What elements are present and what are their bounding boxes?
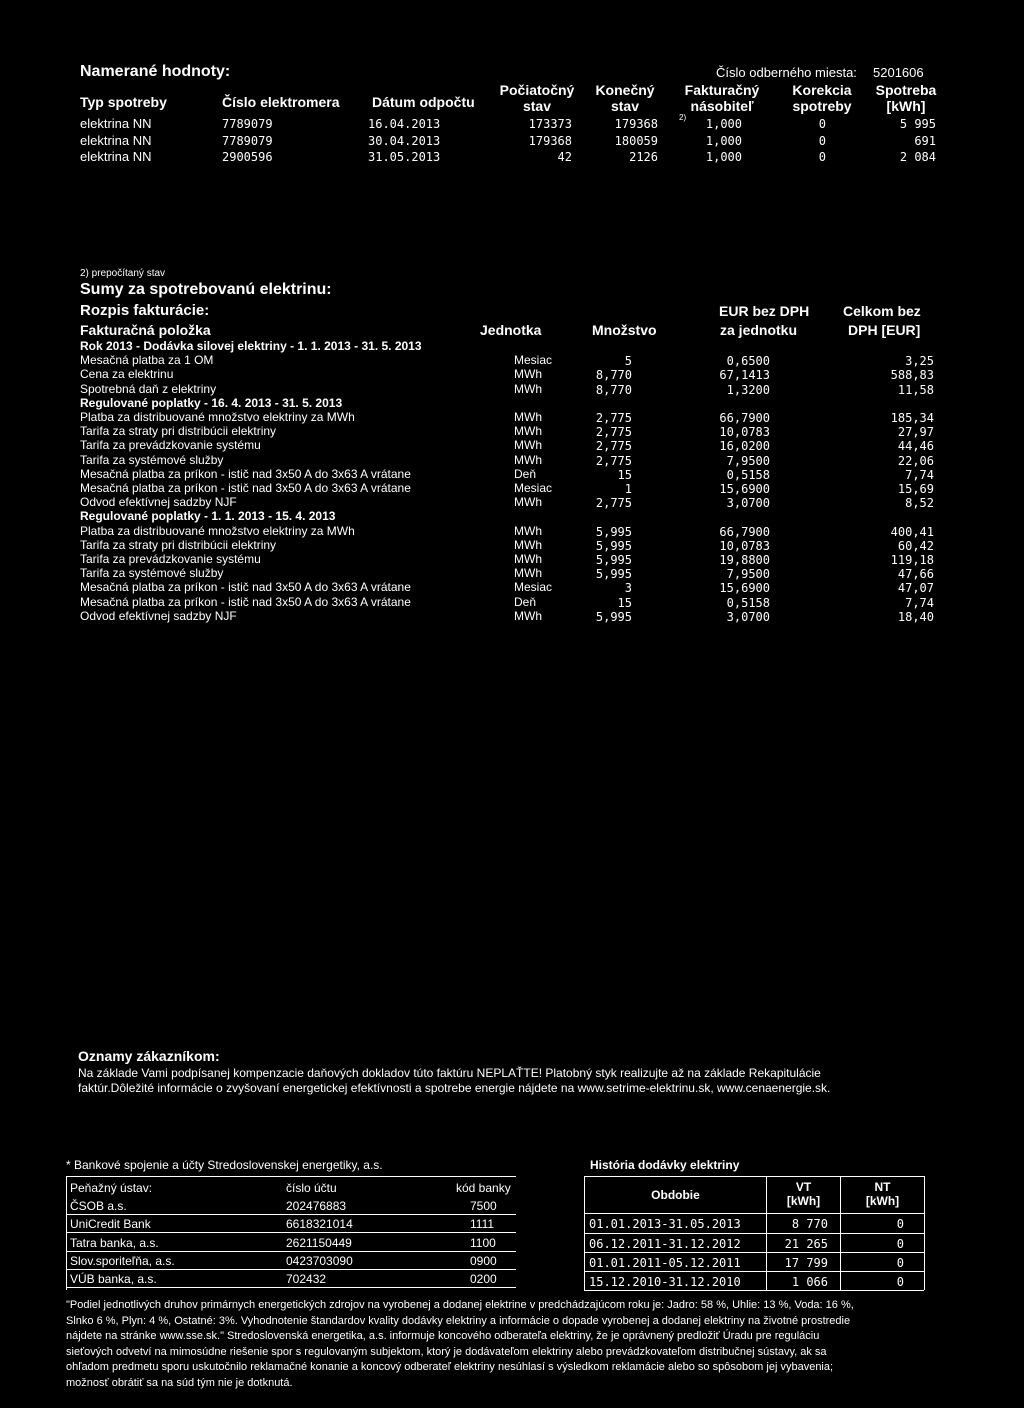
bank-name: UniCredit Bank (70, 1217, 151, 1232)
history-header-nt: NT [kWh] (865, 1180, 900, 1208)
sums-item-total: 15,69 (897, 482, 934, 496)
sums-item-label: Tarifa za prevádzkovanie systému (80, 438, 261, 453)
sums-item-total: 27,97 (897, 425, 934, 440)
bank-name: VÚB banka, a.s. (70, 1272, 157, 1287)
sums-item-label: Odvod efektívnej sadzby NJF (80, 608, 237, 623)
sums-item-label: Mesačná platba za príkon - istič nad 3x50 A do 3x63 A vrátane (80, 466, 411, 481)
sums-item-label: Mesačná platba za príkon - istič nad 3x50 A do 3x63 A vrátane (80, 580, 411, 595)
sums-title: Sumy za spotrebovanú elektrinu: (80, 281, 332, 298)
sums-item-unit: MWh (514, 410, 542, 424)
history-vt: 21 265 (784, 1237, 828, 1251)
bank-account: 0423703090 (286, 1253, 353, 1268)
footnote-recalculated: 2) prepočítaný stav (80, 268, 166, 279)
measured-note: 2) (679, 113, 687, 122)
sums-item-quantity: 2,775 (595, 496, 632, 511)
sums-item-label: Tarifa za straty pri distribúcii elektriny (80, 424, 277, 439)
sums-item-quantity: 15 (617, 595, 632, 610)
sums-item-total: 60,42 (897, 538, 934, 553)
sums-item-total: 400,41 (890, 524, 934, 539)
legal-footer-line: ohľadom predmetu sporu uskutočnilo reklamačné konanie a koncový odberateľ elektriny nesúhlasí s výsledkom reklamácie alebo so spôsobom jej vybavenia; (66, 1361, 834, 1373)
sums-item-unit: MWh (514, 438, 542, 453)
history-header-period: Obdobie (651, 1188, 700, 1202)
sums-item-total: 22,06 (897, 453, 934, 468)
bank-header-account: číslo účtu (286, 1181, 337, 1195)
bank-code: 0900 (470, 1253, 497, 1268)
measured-type: elektrina NN (80, 133, 152, 148)
sums-item-label: Platba za distribuované množstvo elektriny za MWh (80, 523, 355, 538)
col-header-type: Typ spotreby (80, 94, 167, 110)
sums-item-quantity: 5,995 (595, 524, 632, 539)
measured-date: 30.04.2013 (368, 134, 441, 148)
sums-item-quantity: 2,775 (595, 425, 632, 440)
history-period: 15.12.2010-31.12.2010 (589, 1275, 741, 1289)
history-nt: 0 (896, 1275, 904, 1289)
sums-item-unit: Mesiac (514, 481, 553, 495)
sums-item-price: 3,0700 (726, 496, 770, 511)
sums-item-price: 15,6900 (719, 581, 770, 596)
sums-item-total: 18,40 (897, 609, 934, 624)
header-unit: Jednotka (480, 322, 542, 338)
sums-item-label: Mesačná platba za príkon - istič nad 3x50 A do 3x63 A vrátane (80, 481, 411, 495)
header-price-line2: za jednotku (720, 322, 798, 338)
sums-item-price: 0,6500 (726, 354, 770, 369)
sums-item-price: 66,7900 (719, 524, 770, 539)
measured-meter: 2900596 (222, 150, 273, 164)
bank-name: ČSOB a.s. (70, 1199, 127, 1213)
sums-item-quantity: 3 (624, 581, 632, 596)
sums-item-quantity: 8,770 (595, 382, 632, 397)
sums-item-unit: MWh (514, 608, 542, 623)
sums-item-label: Odvod efektívnej sadzby NJF (80, 495, 237, 510)
history-header-vt: VT [kWh] (786, 1180, 821, 1208)
sums-item-quantity: 15 (617, 467, 632, 482)
header-item: Fakturačná položka (80, 322, 211, 338)
col-header-factor: Fakturačný násobiteľ (684, 82, 760, 114)
sums-item-unit: MWh (514, 452, 542, 467)
sums-item-quantity: 8,770 (595, 368, 632, 383)
history-period: 01.01.2011-05.12.2011 (589, 1256, 741, 1270)
sums-item-price: 0,5158 (726, 595, 770, 610)
measured-start: 179368 (528, 134, 572, 148)
legal-footer-line: "Podiel jednotlivých druhov primárnych energetických zdrojov na vyrobenej a dodanej elektrine v predchádzajúcom roku je: Jadro: 58 %, Uhlie: 13 %, Voda: 16 %, (66, 1299, 854, 1311)
history-nt: 0 (896, 1237, 904, 1251)
sums-item-total: 47,07 (897, 581, 934, 596)
sums-item-unit: Deň (514, 466, 537, 481)
bank-code: 7500 (470, 1199, 497, 1213)
sums-item-quantity: 5 (624, 354, 632, 369)
header-total-line2: DPH [EUR] (848, 322, 921, 338)
sums-item-total: 8,52 (905, 496, 934, 511)
bank-code: 1100 (470, 1235, 496, 1250)
bank-account: 2621150449 (286, 1235, 352, 1250)
bank-header-code: kód banky (456, 1181, 511, 1195)
measured-meter: 7789079 (222, 117, 273, 131)
sums-item-label: Tarifa za systémové služby (80, 452, 224, 467)
sums-section-heading: Rok 2013 - Dodávka silovej elektriny - 1. 1. 2013 - 31. 5. 2013 (80, 339, 422, 353)
notice-line-1: Na základe Vami podpísanej kompenzacie daňových dokladov túto faktúru NEPLAŤTE! Platobný styk realizujte až na základe Rekapitulácie (78, 1066, 821, 1080)
sums-item-unit: MWh (514, 495, 542, 510)
sums-item-total: 7,74 (905, 595, 934, 610)
sums-item-unit: Deň (514, 594, 537, 609)
sums-item-total: 11,58 (897, 382, 934, 397)
sums-item-unit: MWh (514, 523, 542, 538)
sums-item-price: 0,5158 (726, 467, 770, 482)
sums-item-label: Tarifa za prevádzkovanie systému (80, 552, 261, 566)
sums-item-total: 185,34 (890, 411, 934, 425)
sums-item-quantity: 2,775 (595, 439, 632, 454)
header-price-line1: EUR bez DPH (719, 303, 810, 319)
measured-consumption: 691 (914, 134, 936, 148)
sums-item-label: Mesačná platba za 1 OM (80, 353, 214, 368)
measured-end: 2126 (629, 150, 658, 164)
sums-item-quantity: 5,995 (595, 553, 632, 567)
sums-item-price: 10,0783 (719, 425, 770, 440)
sums-item-quantity: 5,995 (595, 609, 632, 624)
legal-footer-line: možnosť obrátiť sa na súd tým nie je dotknutá. (66, 1376, 293, 1389)
site-label: Číslo odberného miesta: (716, 65, 857, 80)
sums-item-quantity: 5,995 (595, 567, 632, 582)
measured-end: 179368 (614, 117, 658, 131)
sums-section-heading: Regulované poplatky - 1. 1. 2013 - 15. 4. 2013 (80, 509, 336, 524)
sums-item-unit: MWh (514, 537, 542, 552)
measured-consumption: 5 995 (899, 117, 936, 131)
history-period: 06.12.2011-31.12.2012 (589, 1237, 741, 1251)
measured-title: Namerané hodnoty: (80, 63, 231, 80)
measured-correction: 0 (818, 150, 826, 164)
legal-footer-line: nájdete na stránke www.sse.sk." Stredoslovenská energetika, a.s. informuje koncového odberateľa elektriny, že je oprávnený predložiť Úradu pre reguláciu (66, 1330, 820, 1342)
sums-item-total: 3,25 (905, 354, 934, 369)
bank-code: 0200 (470, 1272, 497, 1287)
history-vt: 8 770 (791, 1217, 828, 1231)
history-vt: 1 066 (791, 1275, 828, 1289)
sums-item-quantity: 1 (624, 482, 632, 496)
notice-title: Oznamy zákazníkom: (78, 1048, 220, 1064)
sums-item-unit: MWh (514, 566, 542, 581)
sums-item-price: 67,1413 (719, 368, 770, 383)
legal-footer-line: Slnko 6 %, Plyn: 4 %, Ostatné: 3%. Vyhodnotenie štandardov kvality dodávky elektriny a informácie o dopade vyrobenej a dodanej elektriny na životné prostredie (66, 1314, 851, 1327)
bank-account: 6618321014 (286, 1217, 353, 1232)
sums-item-total: 44,46 (897, 439, 934, 454)
measured-factor: 1,000 (705, 134, 742, 148)
sums-item-quantity: 5,995 (595, 538, 632, 553)
bank-account: 202476883 (286, 1199, 347, 1213)
sums-item-label: Tarifa za straty pri distribúcii elektriny (80, 537, 277, 552)
measured-factor: 1,000 (705, 150, 742, 164)
sums-item-price: 15,6900 (719, 482, 770, 496)
measured-end: 180059 (614, 134, 658, 148)
site-value: 5201606 (873, 65, 924, 80)
history-title: História dodávky elektriny (590, 1158, 740, 1172)
sums-item-label: Platba za distribuované množstvo elektriny za MWh (80, 410, 355, 424)
sums-item-label: Spotrebná daň z elektriny (80, 381, 217, 396)
sums-item-unit: Mesiac (514, 580, 553, 595)
measured-correction: 0 (818, 134, 826, 148)
sums-item-price: 66,7900 (719, 411, 770, 425)
col-header-meter: Číslo elektromera (222, 94, 340, 110)
measured-factor: 1,000 (705, 117, 742, 131)
history-period: 01.01.2013-31.05.2013 (589, 1217, 741, 1231)
sums-item-total: 7,74 (905, 467, 934, 482)
measured-consumption: 2 084 (899, 150, 936, 164)
bank-name: Slov.sporiteľňa, a.s. (70, 1253, 175, 1268)
col-header-date: Dátum odpočtu (372, 94, 475, 110)
bank-header-bank: Peňažný ústav: (70, 1181, 153, 1195)
sums-item-price: 7,9500 (726, 567, 770, 582)
col-header-correction: Korekcia spotreby (792, 82, 852, 114)
col-header-start: Počiatočný stav (499, 82, 575, 114)
header-quantity: Množstvo (592, 322, 657, 338)
measured-start: 173373 (528, 117, 572, 131)
history-nt: 0 (896, 1217, 904, 1231)
history-nt: 0 (896, 1256, 904, 1270)
sums-item-price: 19,8800 (719, 553, 770, 567)
sums-item-total: 588,83 (890, 368, 934, 383)
notice-line-2: faktúr.Dôležité informácie o zvyšovaní energetickej efektívnosti a spotrebe energie nájdete na www.setrime-elektrinu.sk, www.cenaenergie.sk. (78, 1081, 831, 1095)
bank-name: Tatra banka, a.s. (70, 1235, 159, 1250)
sums-item-unit: MWh (514, 552, 542, 566)
measured-date: 16.04.2013 (368, 117, 441, 131)
sums-item-quantity: 2,775 (595, 453, 632, 468)
sums-item-quantity: 2,775 (595, 411, 632, 425)
measured-start: 42 (557, 150, 572, 164)
sums-item-label: Tarifa za systémové služby (80, 566, 224, 581)
measured-meter: 7789079 (222, 134, 273, 148)
sums-item-price: 7,9500 (726, 453, 770, 468)
measured-type: elektrina NN (80, 149, 152, 164)
history-vt: 17 799 (784, 1256, 828, 1270)
sums-section-heading: Regulované poplatky - 16. 4. 2013 - 31. 5. 2013 (80, 395, 343, 410)
header-total-line1: Celkom bez (843, 303, 921, 319)
sums-item-unit: MWh (514, 367, 542, 382)
sums-item-label: Mesačná platba za príkon - istič nad 3x50 A do 3x63 A vrátane (80, 594, 411, 609)
sums-subtitle: Rozpis fakturácie: (80, 302, 210, 319)
sums-item-total: 119,18 (890, 553, 934, 567)
measured-type: elektrina NN (80, 116, 152, 131)
sums-item-price: 16,0200 (719, 439, 770, 454)
bank-code: 1111 (470, 1217, 495, 1232)
sums-item-unit: MWh (514, 424, 542, 439)
sums-item-price: 1,3200 (726, 382, 770, 397)
measured-correction: 0 (818, 117, 826, 131)
bank-account: 702432 (286, 1272, 327, 1287)
measured-date: 31.05.2013 (368, 150, 441, 164)
sums-item-label: Cena za elektrinu (80, 367, 174, 382)
sums-item-total: 47,66 (897, 567, 934, 582)
sums-item-unit: MWh (514, 381, 542, 396)
col-header-end: Konečný stav (595, 82, 655, 114)
sums-item-price: 10,0783 (719, 538, 770, 553)
col-header-consumption: Spotreba [kWh] (875, 82, 937, 114)
legal-footer-line: sieťových odvetví na mimosúdne riešenie spor s regulovaným subjektom, ktorý je dodávateľom elektriny alebo prevádzkovateľom distribučnej sústavy, ak sa (66, 1345, 827, 1358)
sums-item-price: 3,0700 (726, 609, 770, 624)
bank-title: * Bankové spojenie a účty Stredoslovenskej energetiky, a.s. (66, 1158, 383, 1172)
sums-item-unit: Mesiac (514, 353, 553, 368)
